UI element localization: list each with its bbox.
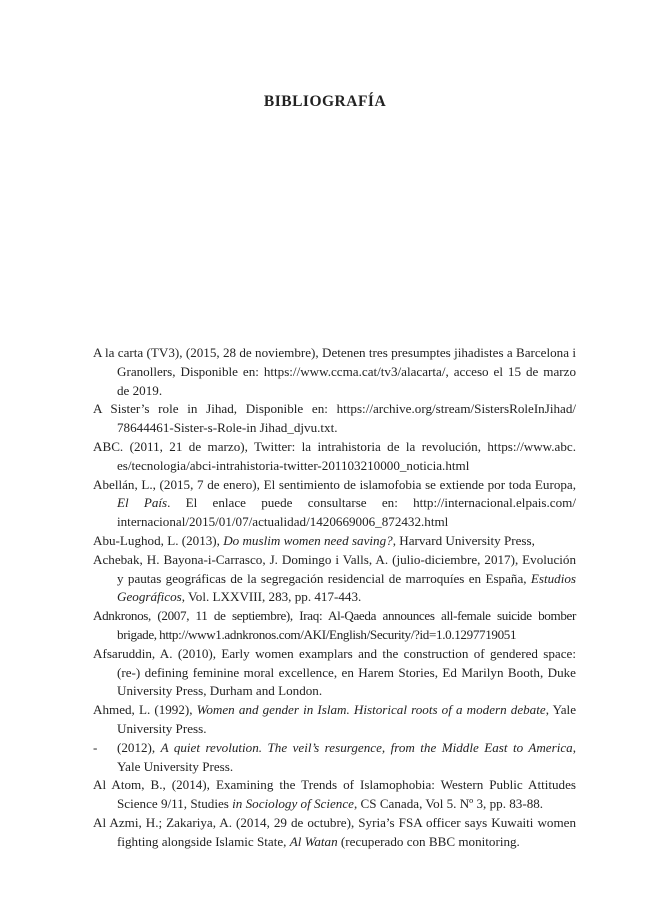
same-author-dash: - [93,739,98,755]
bibliography-entry: Al Azmi, H.; Zakariya, A. (2014, 29 de octubre), Syria’s FSA officer says Kuwaiti women fighting alongside Islamic State, Al Watan (recuperado con BBC monitoring. [93,814,576,849]
page-title: BIBLIOGRAFÍA [263,93,387,110]
bibliography-entry: A la carta (TV3), (2015, 28 de noviembre), Detenen tres presumptes jihadistes a Barcelona i Granollers, Disponible en: https://www.ccma.cat/tv3/alacarta/, acceso el 15 de marzo de 2019. [93,345,576,398]
bibliography-list [93,344,576,852]
bibliography-entry: A Sister’s role in Jihad, Disponible en: https://archive.org/stream/SistersRoleInJihad/ 78644461-Sister-s-Role-in Jihad_djvu.txt. [93,401,576,436]
bibliography-entry: Adnkronos, (2007, 11 de septiembre), Iraq: Al-Qaeda announces all-female suicide bomber brigade, http://www1.adnkronos.com/AKI/English/Security/?id=1.0.1297719051 [93,608,576,642]
bibliography-entry: Afsaruddin, A. (2010), Early women examplars and the construction of gendered space: (re-) defining feminine moral excellence, en Harem Stories, Ed Marilyn Booth, Duke University Press, Durham and London. [93,645,576,699]
bibliography-entry: Al Atom, B., (2014), Examining the Trends of Islamophobia: Western Public Attitudes Science 9/11, Studies in Sociology of Science, CS Canada, Vol 5. Nº 3, pp. 83-88. [93,777,576,812]
bibliography-entry-same-author: - (2012), A quiet revolution. The veil’s resurgence, from the Middle East to America, Yale University Press. [93,739,576,774]
bibliography-entry: Abellán, L., (2015, 7 de enero), El sentimiento de islamofobia se extiende por toda Europa, El País. El enlace puede consultarse en: http://internacional.elpais.com/ internacional/2015/01/07/actualidad/1420669006_872432.html [93,476,576,530]
bibliography-entry: ABC. (2011, 21 de marzo), Twitter: la intrahistoria de la revolución, https://www.abc. es/tecnologia/abci-intrahistoria-twitter-201103210000_noticia.html [93,438,576,473]
bibliography-entry: Achebak, H. Bayona-i-Carrasco, J. Domingo i Valls, A. (julio-diciembre, 2017), Evolución y pautas geográficas de la segregación residencial de marroquíes en España, Estudios Geográficos, Vol. LXXVIII, 283, pp. 417-443. [93,551,576,605]
bibliography-entry: Abu-Lughod, L. (2013), Do muslim women need saving?, Harvard University Press, [93,532,535,548]
bibliography-entry: Ahmed, L. (1992), Women and gender in Islam. Historical roots of a modern debate, Yale University Press. [93,702,577,736]
